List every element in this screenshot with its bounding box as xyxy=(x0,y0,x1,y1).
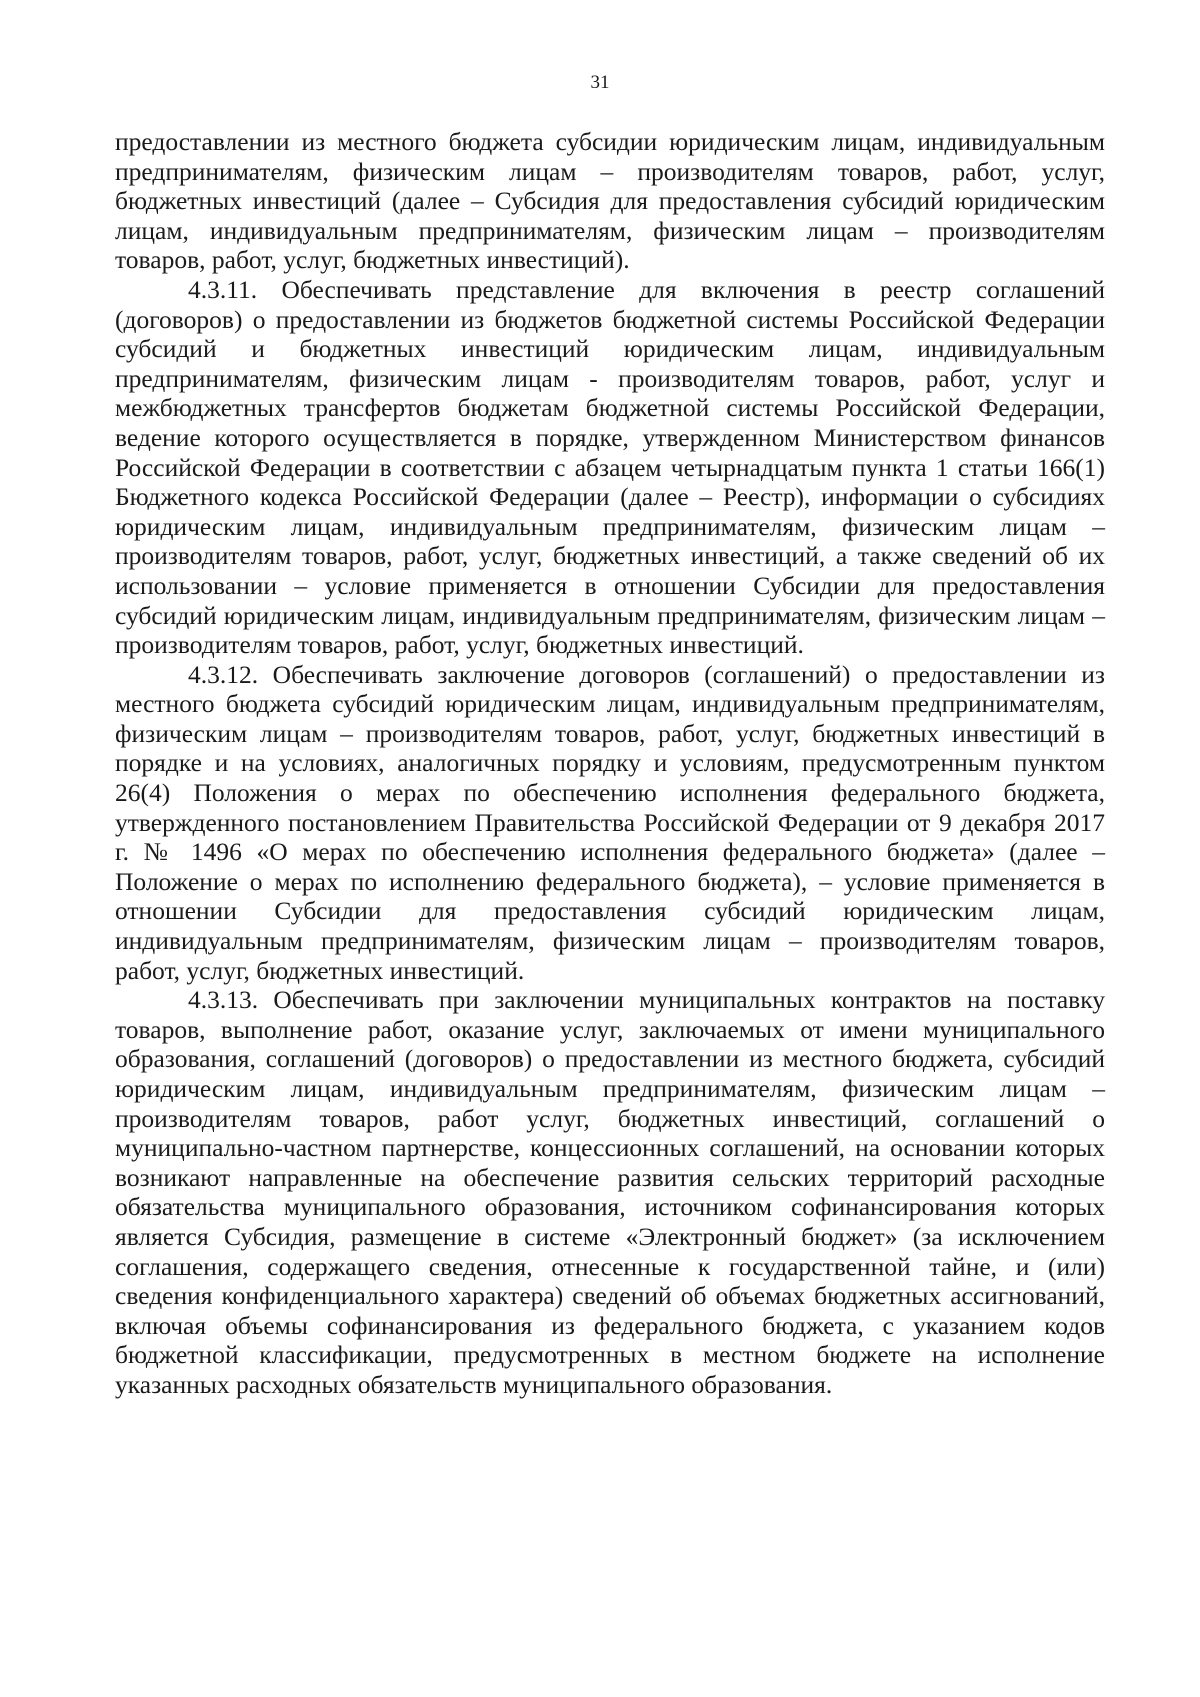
paragraph-4-3-13: 4.3.13. Обеспечивать при заключении муниципальных контрактов на поставку товаров, выполнение работ, оказание услуг, заключаемых от имени муниципального образования, соглашений (договоров) о предоставлении из местного бюджета, субсидий юридическим лицам, индивидуальным предпринимателям, физическим лицам – производителям товаров, работ услуг, бюджетных инвестиций, соглашений о муниципально-частном партнерстве, концессионных соглашений, на основании которых возникают направленные на обеспечение развития сельских территорий расходные обязательства муниципального образования, источником софинансирования которых является Субсидия, размещение в системе «Электронный бюджет» (за исключением соглашения, содержащего сведения, отнесенные к государственной тайне, и (или) сведения конфиденциального характера) сведений об объемах бюджетных ассигнований, включая объемы софинансирования из федерального бюджета, с указанием кодов бюджетной классификации, предусмотренных в местном бюджете на исполнение указанных расходных обязательств муниципального образования. xyxy=(115,985,1105,1399)
paragraph-4-3-11: 4.3.11. Обеспечивать представление для включения в реестр соглашений (договоров) о предоставлении из бюджетов бюджетной системы Российской Федерации субсидий и бюджетных инвестиций юридическим лицам, индивидуальным предпринимателям, физическим лицам - производителям товаров, работ, услуг и межбюджетных трансфертов бюджетам бюджетной системы Российской Федерации, ведение которого осуществляется в порядке, утвержденном Министерством финансов Российской Федерации в соответствии с абзацем четырнадцатым пункта 1 статьи 166(1) Бюджетного кодекса Российской Федерации (далее – Реестр), информации о субсидиях юридическим лицам, индивидуальным предпринимателям, физическим лицам – производителям товаров, работ, услуг, бюджетных инвестиций, а также сведений об их использовании – условие применяется в отношении Субсидии для предоставления субсидий юридическим лицам, индивидуальным предпринимателям, физическим лицам – производителям товаров, работ, услуг, бюджетных инвестиций. xyxy=(115,274,1105,660)
paragraph-4-3-12: 4.3.12. Обеспечивать заключение договоров (соглашений) о предоставлении из местного бюджета субсидий юридическим лицам, индивидуальным предпринимателям, физическим лицам – производителям товаров, работ, услуг, бюджетных инвестиций в порядке и на условиях, аналогичных порядку и условиям, предусмотренным пунктом 26(4) Положения о мерах по обеспечению исполнения федерального бюджета, утвержденного постановлением Правительства Российской Федерации от 9 декабря 2017 г. № 1496 «О мерах по обеспечению исполнения федерального бюджета» (далее – Положение о мерах по исполнению федерального бюджета), – условие применяется в отношении Субсидии для предоставления субсидий юридическим лицам, индивидуальным предпринимателям, физическим лицам – производителям товаров, работ, услуг, бюджетных инвестиций. xyxy=(115,659,1105,985)
paragraph-continuation: предоставлении из местного бюджета субсидии юридическим лицам, индивидуальным предпринимателям, физическим лицам – производителям товаров, работ, услуг, бюджетных инвестиций (далее – Субсидия для предоставления субсидий юридическим лицам, индивидуальным предпринимателям, физическим лицам – производителям товаров, работ, услуг, бюджетных инвестиций). xyxy=(115,127,1105,275)
page-number: 31 xyxy=(590,72,610,93)
document-body xyxy=(115,127,1105,1400)
